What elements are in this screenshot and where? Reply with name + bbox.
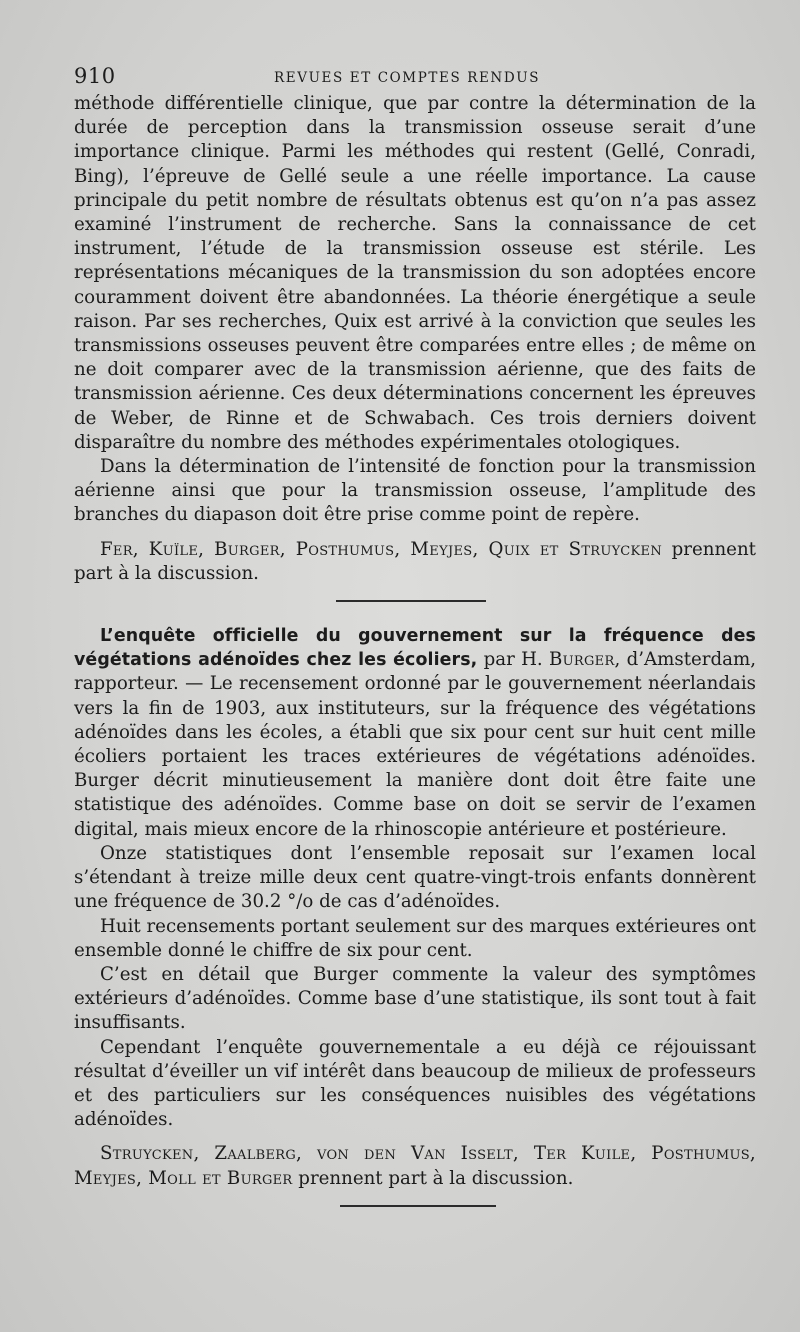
article-paragraph-1 <box>74 624 756 842</box>
discussion-paragraph-1 <box>74 538 756 586</box>
spacer <box>74 602 756 624</box>
article-paragraph-4: C’est en détail que Burger commente la valeur des symptômes extérieurs d’adénoïdes. Comme base d’une statistique, ils sont tout à fait insuffisants. <box>74 963 756 1034</box>
discussion-names-1: Fer, Kuïle, Burger, Posthumus, Meyjes, Quix et Struycken <box>100 538 663 560</box>
article-paragraph-3: Huit recensements portant seulement sur des marques extérieures ont ensemble donné le chiffre de six pour cent. <box>74 915 756 961</box>
discussion-rest-2: prennent part à la discussion. <box>292 1167 574 1189</box>
discussion-paragraph-2 <box>74 1142 756 1190</box>
spacer <box>74 528 756 538</box>
page <box>74 62 756 1207</box>
spacer <box>74 1132 756 1142</box>
page-header <box>74 62 756 92</box>
discussion-rest-1: prennent part à la discussion. <box>74 538 756 584</box>
paragraph-1: méthode différentielle clinique, que par contre la détermination de la durée de perception dans la transmission osseuse serait d’une importance clinique. Parmi les méthodes qui restent (Gellé, Conradi, Bing), l’épreuve de Gellé seule a une réelle importance. La cause principale du petit nombre de résultats obtenus est qu’on n’a pas assez examiné l’instrument de recherche. Sans la connaissance de cet instrument, l’étude de la transmission osseuse est stérile. Les représentations mécaniques de la transmission du son adoptées encore couramment doivent être abandonnées. La théorie énergétique a seule raison. Par ses recherches, Quix est arrivé à la conviction que seules les transmissions osseuses peuvent être comparées entre elles ; de même on ne doit comparer avec de la transmission aérienne, que des faits de transmission aérienne. Ces deux déterminations concernent les épreuves de Weber, de Rinne et de Schwabach. Ces trois derniers doivent disparaître du nombre des méthodes expérimentales otologiques. <box>74 93 756 453</box>
article-title: L’enquête officielle du gouvernement sur la fréquence des végétations adénoïdes chez les écoliers, <box>74 626 756 671</box>
running-head: REVUES ET COMPTES RENDUS <box>274 70 541 86</box>
byline-par: par H. <box>477 649 549 671</box>
byline-author: Burger <box>548 649 615 671</box>
paragraph-2: Dans la détermination de l’intensité de fonction pour la transmission aérienne ainsi que pour la transmission osseuse, l’amplitude des branches du diapason doit être prise comme point de repère. <box>74 456 756 526</box>
page-number: 910 <box>74 64 116 88</box>
article-paragraph-5: Cependant l’enquête gouvernementale a eu déjà ce réjouissant résultat d’éveiller un vif intérêt dans beaucoup de milieux de professeurs et des particuliers sur les conséquences nuisibles des végétations adénoïdes. <box>74 1036 756 1131</box>
article-body-1: , d’Amsterdam, rapporteur. — Le recensement ordonné par le gouvernement néerlandais vers la fin de 1903, aux instituteurs, sur la fréquence des végétations adénoïdes dans les écoles, a établi que six pour cent sur huit cent mille écoliers portaient les traces extérieures de végétations adénoïdes. Burger décrit minutieusement la manière dont doit être faite une statistique des adénoïdes. Comme base on doit se servir de l’examen digital, mais mieux encore de la rhinoscopie antérieure et postérieure. <box>74 649 756 840</box>
discussion-names-2: Struycken, Zaalberg, von den Van Isselt, Ter Kuile, Posthumus, Meyjes, Moll et Burger <box>74 1143 756 1189</box>
article-paragraph-2: Onze statistiques dont l’ensemble reposait sur l’examen local s’étendant à treize mille deux cent quatre-vingt-trois enfants donnèrent une fréquence de 30.2 °/o de cas d’adénoïdes. <box>74 842 756 913</box>
end-divider <box>340 1205 496 1207</box>
